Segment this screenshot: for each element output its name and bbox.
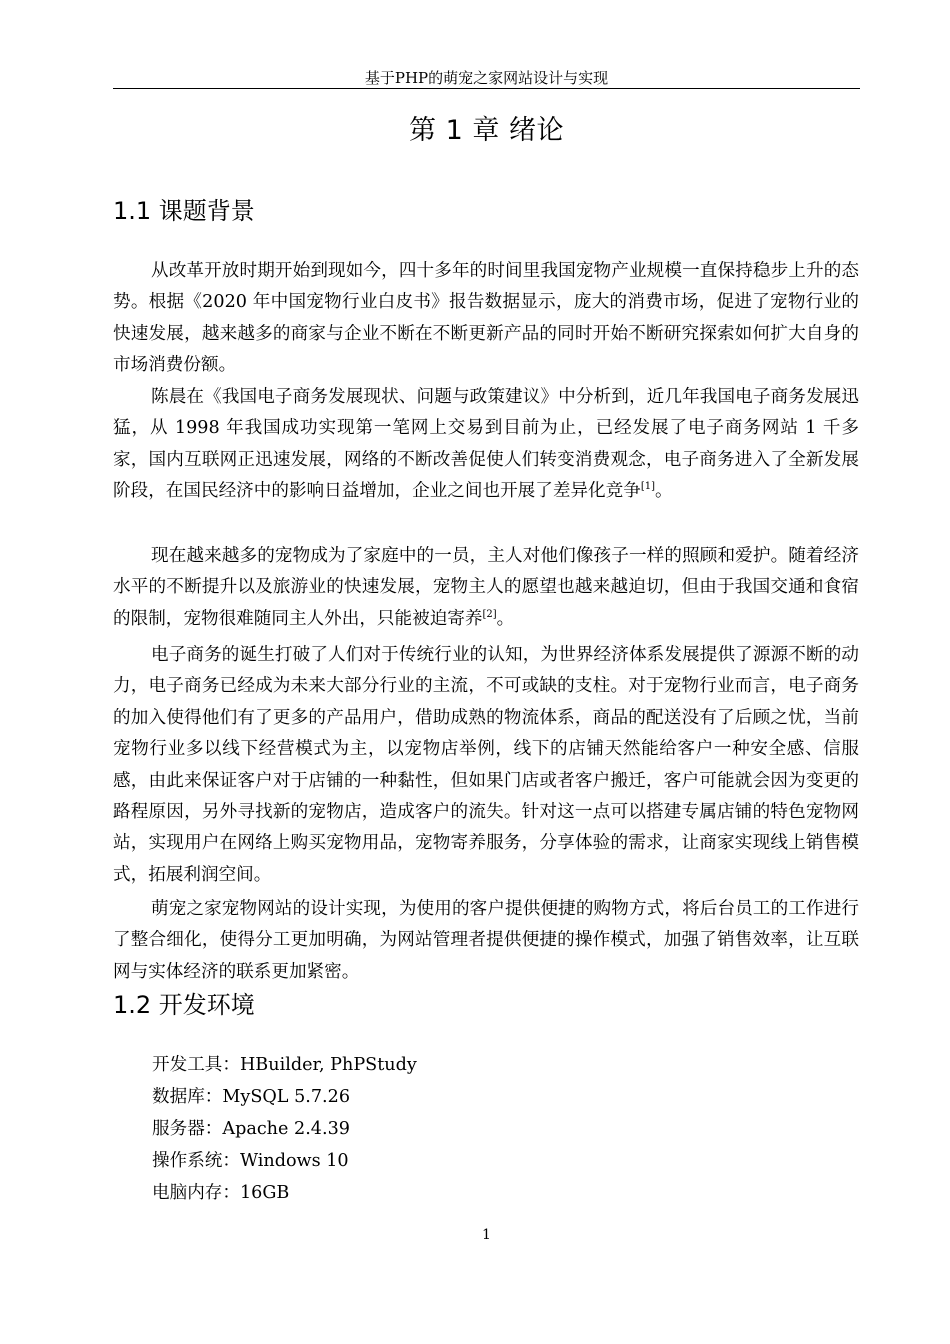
- section-heading-background: 1.1 课题背景: [113, 197, 255, 225]
- paragraph-text: 现在越来越多的宠物成为了家庭中的一员，主人对他们像孩子一样的照顾和爱护。随着经济水平的不断提升以及旅游业的快速发展，宠物主人的愿望也越来越迫切，但由于我国交通和食宿的限制，宠物很难随同主人外出，只能被迫寄养: [113, 546, 859, 629]
- paragraph: [113, 640, 859, 891]
- paragraph-text: 陈晨在《我国电子商务发展现状、问题与政策建议》中分析到，近几年我国电子商务发展迅猛，从 1998 年我国成功实现第一笔网上交易到目前为止，已经发展了电子商务网站 1 千多家，国内互联网正迅速发展，网络的不断改善促使人们转变消费观念，电子商务进入了全新发展阶段，在国民经济中的影响日益增加，企业之间也开展了差异化竞争: [113, 387, 859, 502]
- environment-item-database: 数据库：MySQL 5.7.26: [152, 1087, 351, 1107]
- paragraph: [113, 894, 859, 988]
- environment-item-tools: 开发工具：HBuilder, PhPStudy: [152, 1055, 417, 1075]
- paragraph-end: 。: [655, 481, 673, 502]
- paragraph: [113, 541, 859, 635]
- environment-list: [152, 1049, 417, 1209]
- page-number: 1: [482, 1227, 491, 1243]
- section-heading-environment: 1.2 开发环境: [113, 991, 255, 1019]
- paragraph-text: 萌宠之家宠物网站的设计实现，为使用的客户提供便捷的购物方式，将后台员工的工作进行了整合细化，使得分工更加明确，为网站管理者提供便捷的操作模式，加强了销售效率，让互联网与实体经济的联系更加紧密。: [113, 899, 859, 982]
- running-header: 基于PHP的萌宠之家网站设计与实现: [364, 69, 609, 87]
- paragraph-end: 。: [496, 608, 515, 629]
- chapter-title: 第 1 章 绪论: [409, 115, 564, 146]
- environment-item-memory: 电脑内存：16GB: [152, 1183, 290, 1203]
- paragraph-text: 电子商务的诞生打破了人们对于传统行业的认知，为世界经济体系发展提供了源源不断的动力，电子商务已经成为未来大部分行业的主流，不可或缺的支柱。对于宠物行业而言，电子商务的加入使得他们有了更多的产品用户，借助成熟的物流体系，商品的配送没有了后顾之忧，当前宠物行业多以线下经营模式为主，以宠物店举例，线下的店铺天然能给客户一种安全感、信服感，由此来保证客户对于店铺的一种黏性，但如果门店或者客户搬迁，客户可能就会因为变更的路程原因，另外寻找新的宠物店，造成客户的流失。针对这一点可以搭建专属店铺的特色宠物网站，实现用户在网络上购买宠物用品，宠物寄养服务，分享体验的需求，让商家实现线上销售模式，拓展利润空间。: [113, 645, 859, 885]
- citation-ref: [1]: [640, 481, 655, 493]
- paragraph: [113, 382, 859, 508]
- environment-item-os: 操作系统：Windows 10: [152, 1151, 349, 1171]
- citation-ref: [2]: [482, 608, 497, 620]
- environment-item-server: 服务器：Apache 2.4.39: [152, 1119, 350, 1139]
- paragraph-text: 从改革开放时期开始到现如今，四十多年的时间里我国宠物产业规模一直保持稳步上升的态势。根据《2020 年中国宠物行业白皮书》报告数据显示，庞大的消费市场，促进了宠物行业的快速发展，越来越多的商家与企业不断在不断更新产品的同时开始不断研究探索如何扩大自身的市场消费份额。: [113, 261, 859, 376]
- header-rule: [113, 88, 860, 89]
- paragraph: [113, 256, 859, 382]
